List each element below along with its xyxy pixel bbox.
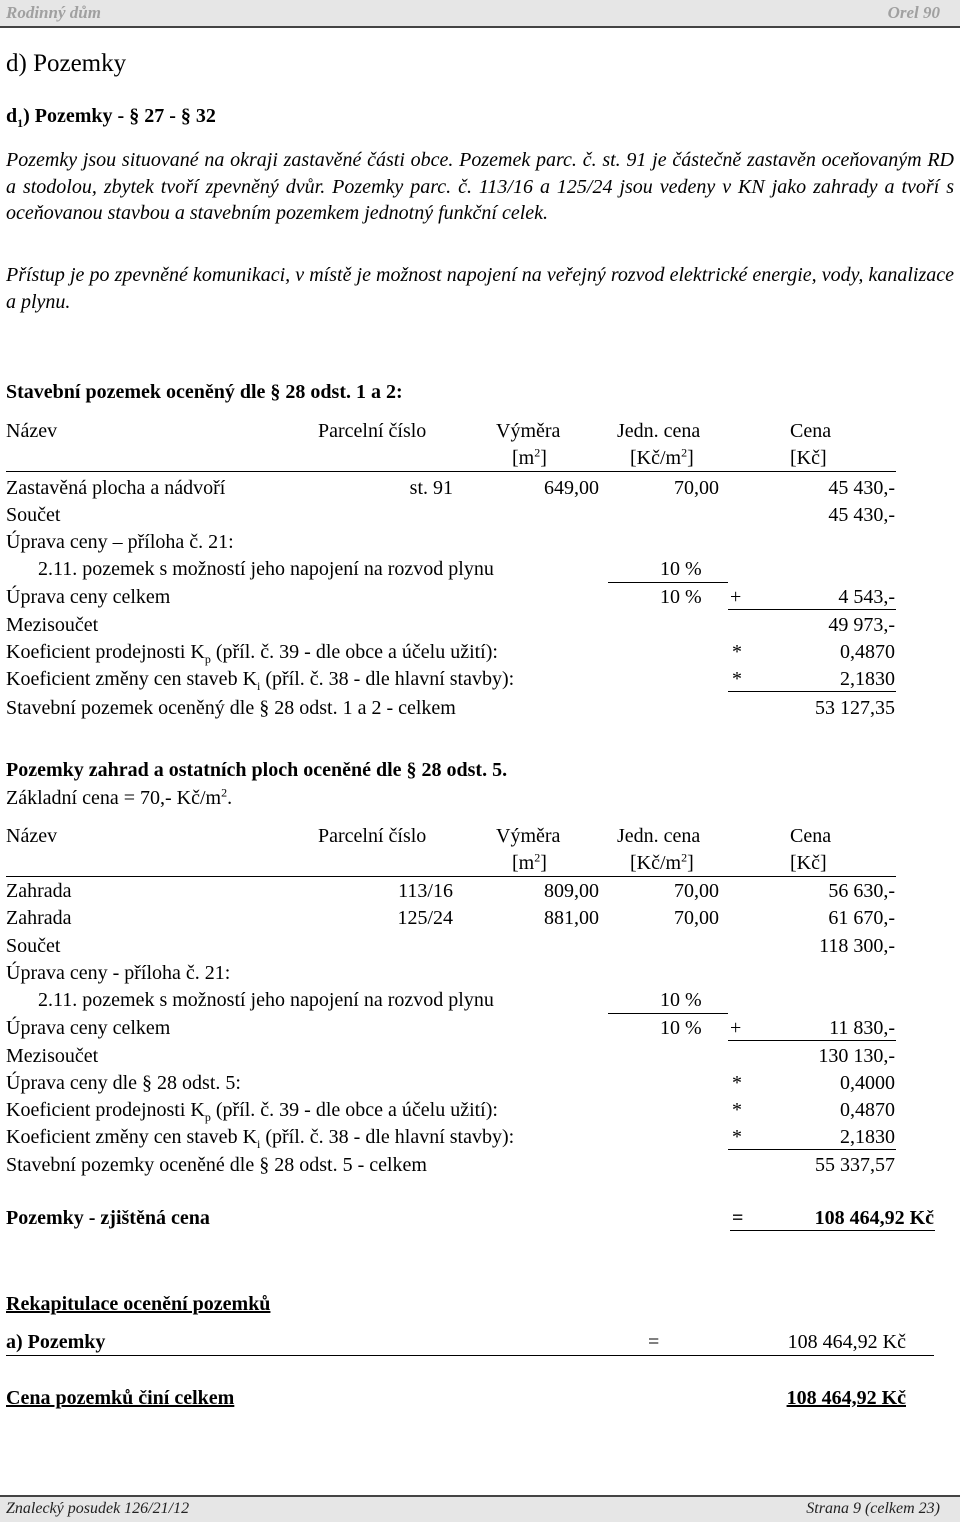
- col-name: Název: [6, 825, 58, 847]
- block1-adj-total-rule: [728, 609, 896, 610]
- header-right: Orel 90: [887, 3, 940, 22]
- row-name: Zahrada: [6, 907, 72, 929]
- row-area: 809,00: [544, 880, 599, 902]
- col-area: Výměra: [496, 420, 561, 442]
- block1-subtotal-value: 49 973,-: [828, 614, 895, 636]
- col-name: Název: [6, 420, 58, 442]
- found-price-rule: [730, 1230, 935, 1231]
- row-price: 45 430,-: [828, 477, 895, 499]
- block2-ki-value: 2,1830: [840, 1126, 895, 1148]
- subsection-title: [6, 104, 216, 128]
- block2-adj-total-rule: [728, 1040, 896, 1041]
- row-price: 61 670,-: [828, 907, 895, 929]
- row-name: Zahrada: [6, 880, 72, 902]
- block1-ki-rule: [728, 691, 896, 692]
- col-area-unit: $[m^2]$: [512, 850, 547, 874]
- block1-adj-label: Úprava ceny – příloha č. 21:: [6, 531, 234, 553]
- block1-adj-total-op: +: [730, 586, 742, 608]
- footer-right: Strana 9 (celkem 23): [806, 1500, 940, 1517]
- page-header: [0, 0, 960, 28]
- paragraph-description: Pozemky jsou situované na okraji zastavěné části obce. Pozemek parc. č. st. 91 je částečně zastavěn oceňovaným RD a stodolou, zbytek tvoří zpevněný dvůr. Pozemky parc. č. 113/16 a 125/24 jsou vedeny v KN jako zahrady a tvoří s oceňovanou stavbou a stavebním pozemkem jednotný funkční celek.: [6, 149, 954, 224]
- block1-subtotal-label: Mezisoučet: [6, 614, 99, 636]
- block2-kp-value: 0,4870: [840, 1099, 895, 1121]
- block1-kp-op: *: [732, 641, 742, 663]
- subsection-rest: ) Pozemky - § 27 - § 32: [23, 105, 216, 127]
- block1-title: Stavební pozemek oceněný dle § 28 odst. 1 a 2:: [6, 381, 403, 403]
- col-parcel: Parcelní číslo: [318, 825, 427, 847]
- row-area: 649,00: [544, 477, 599, 499]
- found-price-value: 108 464,92 Kč: [814, 1207, 934, 1229]
- footer-left: Znalecký posudek 126/21/12: [6, 1500, 190, 1517]
- col-price-unit: [Kč]: [790, 852, 827, 874]
- recap-item-op: =: [648, 1331, 660, 1353]
- block2-adj-total-pct: 10 %: [660, 1017, 702, 1039]
- recap-total-label: Cena pozemků činí celkem: [6, 1387, 235, 1409]
- block2-subtotal-value: 130 130,-: [818, 1045, 895, 1067]
- col-price: Cena: [790, 420, 832, 442]
- block1-adj-total-label: Úprava ceny celkem: [6, 586, 171, 608]
- block1-ki-label: Koeficient změny cen staveb $K_i$ (příl. č. 38 - dle hlavní stavby):: [6, 668, 515, 693]
- block2-header-rule: [6, 876, 896, 877]
- block2-total-label: Stavební pozemky oceněné dle § 28 odst. 5 - celkem: [6, 1154, 427, 1176]
- row-unit-price: 70,00: [674, 477, 719, 499]
- block1-sum-label: Součet: [6, 504, 61, 526]
- recap-title: Rekapitulace ocenění pozemků: [6, 1293, 271, 1315]
- block2-sum-value: 118 300,-: [819, 935, 895, 957]
- col-unit-price-unit: $[Kč/m^2]$: [630, 850, 694, 874]
- paragraph-access: Přístup je po zpevněné komunikaci, v místě je možnost napojení na veřejný rozvod elektrické energie, vody, kanalizace a plynu.: [6, 264, 954, 313]
- block1-total-label: Stavební pozemek oceněný dle § 28 odst. 1 a 2 - celkem: [6, 697, 456, 719]
- recap-total-value: 108 464,92 Kč: [786, 1387, 906, 1409]
- block2-subtotal-label: Mezisoučet: [6, 1045, 99, 1067]
- block2-adj-item-pct: 10 %: [660, 989, 702, 1011]
- row-name: Zastavěná plocha a nádvoří: [6, 477, 226, 499]
- recap-rule: [6, 1355, 934, 1356]
- found-price-op: =: [732, 1207, 744, 1229]
- block2-ki-op: *: [732, 1126, 742, 1148]
- subsection-sub: 1: [17, 116, 24, 130]
- col-unit-price-unit: $[Kč/m^2]$: [630, 445, 694, 469]
- page-footer: [0, 1495, 960, 1522]
- block1-ki-value: 2,1830: [840, 668, 895, 690]
- block2-adj28-label: Úprava ceny dle § 28 odst. 5:: [6, 1072, 241, 1094]
- col-parcel: Parcelní číslo: [318, 420, 427, 442]
- block2-adj-total-label: Úprava ceny celkem: [6, 1017, 171, 1039]
- section-title: d) Pozemky: [6, 50, 127, 77]
- col-area-unit: $[m^2]$: [512, 445, 547, 469]
- block1-total-value: 53 127,35: [815, 697, 895, 719]
- block1-kp-label: Koeficient prodejnosti $K_p$ (příl. č. 39 - dle obce a účelu užití):: [6, 641, 498, 666]
- col-unit-price: Jedn. cena: [617, 825, 701, 847]
- block2-adj-label: Úprava ceny - příloha č. 21:: [6, 962, 231, 984]
- recap-item-value: 108 464,92 Kč: [787, 1331, 906, 1353]
- block2-kp-op: *: [732, 1099, 742, 1121]
- block2-adj-rule: [608, 1013, 728, 1014]
- subsection-prefix: d: [6, 105, 18, 127]
- block2-sum-label: Součet: [6, 935, 61, 957]
- col-price-unit: [Kč]: [790, 447, 827, 469]
- block2-base-price: Základní cena = 70,- $Kč/m^2$.: [6, 785, 233, 809]
- block2-ki-label: Koeficient změny cen staveb $K_i$ (příl. č. 38 - dle hlavní stavby):: [6, 1126, 515, 1151]
- block2-adj-total-value: 11 830,-: [829, 1017, 895, 1039]
- block2-adj28-value: 0,4000: [840, 1072, 895, 1094]
- row-parcel: 125/24: [397, 907, 453, 929]
- col-unit-price: Jedn. cena: [617, 420, 701, 442]
- block2-adj-item: 2.11. pozemek s možností jeho napojení na rozvod plynu: [38, 989, 494, 1011]
- block2-total-value: 55 337,57: [815, 1154, 895, 1176]
- block1-header-rule: [6, 471, 896, 472]
- block1-kp-value: 0,4870: [840, 641, 895, 663]
- block2-adj28-op: *: [732, 1072, 742, 1094]
- row-unit-price: 70,00: [674, 880, 719, 902]
- col-price: Cena: [790, 825, 832, 847]
- block1-ki-op: *: [732, 668, 742, 690]
- row-parcel: st. 91: [409, 477, 453, 499]
- block2-ki-rule: [728, 1149, 896, 1150]
- block1-adj-rule: [608, 582, 728, 583]
- block2-adj-total-op: +: [730, 1017, 742, 1039]
- block1-adj-item: 2.11. pozemek s možností jeho napojení na rozvod plynu: [38, 558, 494, 580]
- recap-item-label: a) Pozemky: [6, 1331, 106, 1353]
- found-price-label: Pozemky - zjištěná cena: [6, 1207, 210, 1229]
- header-left: Rodinný dům: [6, 3, 101, 22]
- row-area: 881,00: [544, 907, 599, 929]
- row-parcel: 113/16: [398, 880, 453, 902]
- block1-sum-value: 45 430,-: [828, 504, 895, 526]
- block1-adj-total-value: 4 543,-: [838, 586, 895, 608]
- block2-kp-label: Koeficient prodejnosti $K_p$ (příl. č. 39 - dle obce a účelu užití):: [6, 1099, 498, 1124]
- col-area: Výměra: [496, 825, 561, 847]
- block1-adj-item-pct: 10 %: [660, 558, 702, 580]
- block1-adj-total-pct: 10 %: [660, 586, 702, 608]
- row-price: 56 630,-: [828, 880, 895, 902]
- block2-title: Pozemky zahrad a ostatních ploch oceněné dle § 28 odst. 5.: [6, 759, 508, 781]
- row-unit-price: 70,00: [674, 907, 719, 929]
